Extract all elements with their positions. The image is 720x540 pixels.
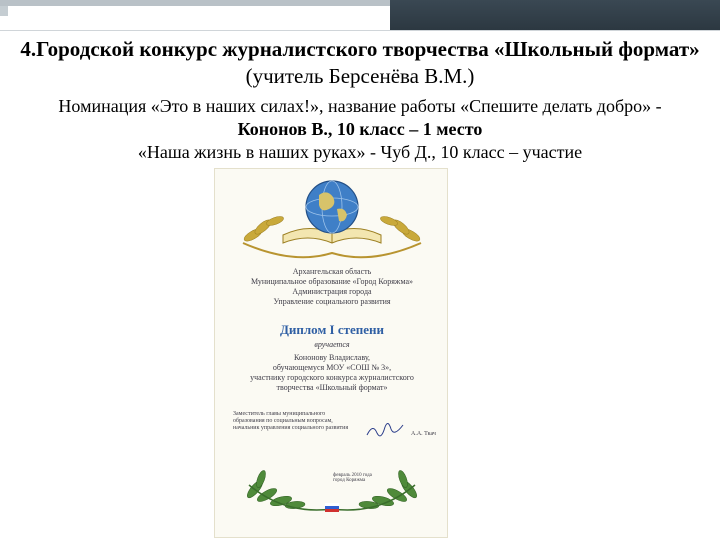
diploma-awarded: вручается [314, 340, 350, 349]
diploma-school: обучающемуся МОУ «СОШ № 3», [272, 363, 392, 372]
diploma-org-administration: Администрация города [292, 287, 372, 296]
diploma-date-month: февраль 2010 года [333, 473, 372, 478]
slide-title [20, 36, 700, 90]
slide-body [6, 95, 714, 164]
diploma-image [214, 168, 448, 538]
top-bar-marker [0, 6, 8, 16]
diploma-recipient: Кононову Владиславу, [293, 353, 371, 362]
diploma-signer: Заместитель главы муниципального образования по социальным вопросам, начальник управления социального развития [233, 411, 349, 431]
top-bar-dark-block [390, 0, 720, 30]
winner-line: Кононов В., 10 класс – 1 место [237, 119, 483, 139]
slide-title-bold: 4.Городской конкурс журналистского творчества «Школьный формат» [20, 37, 700, 61]
diploma-org-municipality: Муниципальное образование «Город Коряжма» [250, 277, 414, 286]
globe-book-emblem-icon [233, 173, 431, 265]
diploma-participant: участнику городского конкурса журналистского [250, 373, 414, 382]
slide-title-teacher: (учитель Берсенёва В.М.) [245, 64, 475, 88]
slide-top-bar [0, 0, 720, 30]
diploma-date-city: город Коряжма [333, 478, 366, 483]
signature-icon [365, 419, 405, 441]
nomination-line: Номинация «Это в наших силах!», название работы «Спешите делать добро» - [58, 96, 662, 116]
laurel-wreath-icon [245, 459, 419, 519]
top-bar-divider [0, 30, 720, 31]
diploma-org-department: Управление социального развития [273, 297, 391, 306]
diploma-signer-name: А.А. Ткач [411, 431, 436, 437]
diploma-title: Диплом I степени [279, 322, 385, 337]
diploma-org-region: Архангельская область [292, 267, 372, 276]
participant-line: «Наша жизнь в наших руках» - Чуб Д., 10 класс – участие [137, 142, 583, 162]
diploma-contest: творчества «Школьный формат» [276, 383, 388, 392]
